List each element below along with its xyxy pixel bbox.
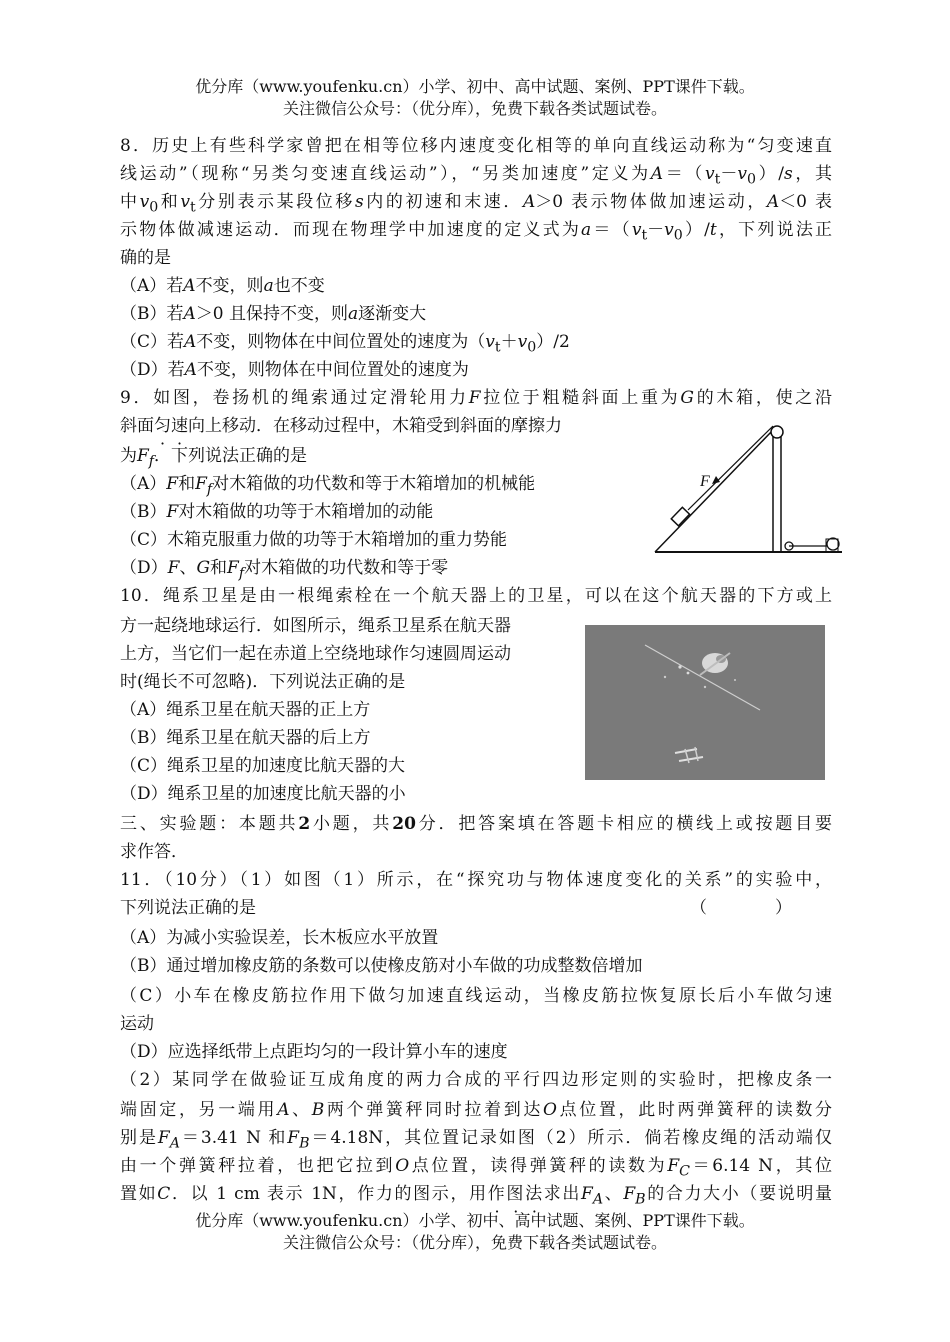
q8-option-b: （B）若A＞0 且保持不变，则a逐渐变大 (120, 304, 427, 324)
q11-option-c-line-2: 运动 (120, 1014, 154, 1034)
q10-line-1: 10．绳系卫星是由一根绳索栓在一个航天器上的卫星，可以在这个航天器的下方或上 (120, 586, 832, 606)
footer-line-1: 优分库（www.youfenku.cn）小学、初中、高中试题、案例、PPT课件下载。 (195, 1211, 755, 1230)
incline-surface (655, 430, 773, 552)
q8-line-4: 示物体做减速运动．而现在物理学中加速度的定义式为$a=(v_t-v_0)/t$，下列说法正 (120, 220, 833, 244)
rope-up (688, 426, 773, 510)
q10-option-d: （D）绳系卫星的加速度比航天器的小 (120, 784, 406, 804)
q8-line-5: 确的是 (120, 248, 171, 268)
force-label: F (700, 473, 710, 490)
q11-part2-line-2: 端固定，另一端用A、B两个弹簧秤同时拉着到达O点位置，此时两弹簧秤的读数分 (120, 1100, 833, 1120)
q11-part2-line-4: 由一个弹簧秤拉着，也把它拉到O点位置，读得弹簧秤的读数为$F_C=6.14$ N，其位 (120, 1156, 833, 1180)
tethered-satellite-photo (585, 625, 825, 780)
q11-option-a: （A）为减小实验误差，长木板应水平放置 (120, 928, 439, 948)
q10-line-2: 方一起绕地球运行．如图所示，绳系卫星系在航天器 (120, 616, 511, 636)
pulley-icon (771, 426, 783, 438)
footer-line-2: 关注微信公众号：（优分库），免费下载各类试题试卷。 (282, 1233, 667, 1252)
section-3-line-1: 三、实验题：本题共2小题，共20分．把答案填在答题卡相应的横线上或按题目要 (120, 814, 833, 834)
q10-option-a: （A）绳系卫星在航天器的正上方 (120, 700, 371, 720)
q9-option-c: （C）木箱克服重力做的功等于木箱增加的重力势能 (120, 530, 508, 550)
q11-line-2: 下列说法正确的是 (120, 898, 256, 918)
q10-line-4: 时(绳长不可忽略)．下列说法正确的是 (120, 672, 406, 692)
section-3-line-2: 求作答． (120, 842, 188, 862)
q11-part2-line-3: 别是$F_A=3.41$ N 和$F_B=4.18N$，其位置记录如图（2）所示．倘若橡皮绳的活动端仅 (120, 1128, 832, 1152)
q8-option-c: （C）若A不变，则物体在中间位置处的速度为$(v_t+v_0)/2$ (120, 332, 570, 356)
q10-option-b: （B）绳系卫星在航天器的后上方 (120, 728, 371, 748)
q8-line-2: 线运动”（现称“另类匀变速直线运动”），“另类加速度”定义为$A=(v_t-v_0)/s$，其 (120, 164, 833, 188)
q8-option-a: （A）若A不变，则a也不变 (120, 276, 325, 296)
incline-pulley-figure (650, 420, 845, 570)
q11-option-c-line-1: （C）小车在橡皮筋拉作用下做匀加速直线运动，当橡皮筋拉恢复原长后小车做匀速 (120, 986, 832, 1006)
q9-option-a: （A）F和$F_f$对木箱做的功代数和等于木箱增加的机械能 (120, 474, 536, 498)
q9-line-2: 斜面匀速向上移动．在移动过程中，木箱受到斜面的摩擦力 (120, 416, 562, 436)
q11-line-1: 11．（10分）（1）如图（1）所示，在“探究功与物体速度变化的关系”的实验中， (120, 870, 832, 890)
winch-drum (827, 538, 839, 550)
q10-option-c: （C）绳系卫星的加速度比航天器的大 (120, 756, 406, 776)
q8-line-1: 8．历史上有些科学家曾把在相等位移内速度变化相等的单向直线运动称为“匀变速直 (120, 136, 832, 156)
q11-option-b: （B）通过增加橡皮筋的条数可以使橡皮筋对小车做的功成整数倍增加 (120, 956, 643, 976)
q9-line-3: 为$F_f$．下列说法正确的是 (120, 446, 308, 470)
q8-option-d: （D）若A不变，则物体在中间位置处的速度为 (120, 360, 469, 380)
q11-part2-line-1: （2）某同学在做验证互成角度的两力合成的平行四边形定则的实验时，把橡皮条一 (120, 1070, 832, 1090)
q9-option-b: （B）F对木箱做的功等于木箱增加的动能 (120, 502, 434, 522)
header-line-1: 优分库（www.youfenku.cn）小学、初中、高中试题、案例、PPT课件下载。 (195, 77, 755, 96)
wooden-box (671, 507, 689, 525)
q8-line-3: 中$v_0$和$v_t$分别表示某段位移s内的初速和末速．A＞0 表示物体做加速运动，A＜0 表 (120, 192, 832, 216)
q9-option-d: （D）F、G和$F_f$对木箱做的功代数和等于零 (120, 558, 449, 582)
q10-line-3: 上方，当它们一起在赤道上空绕地球作匀速圆周运动 (120, 644, 511, 664)
answer-bracket: （ ） (690, 898, 792, 918)
q11-option-d: （D）应选择纸带上点距均匀的一段计算小车的速度 (120, 1042, 508, 1062)
q11-part2-line-5: 置如C．以 1 cm 表示 1N，作力的图示，用作图法求出$F_A$、$F_B$的合力大小（要说明量 (120, 1184, 833, 1208)
header-line-2: 关注微信公众号：（优分库），免费下载各类试题试卷。 (282, 99, 667, 118)
q9-line-1: 9．如图，卷扬机的绳索通过定滑轮用力F拉位于粗糙斜面上重为G的木箱，使之沿 (120, 388, 833, 408)
